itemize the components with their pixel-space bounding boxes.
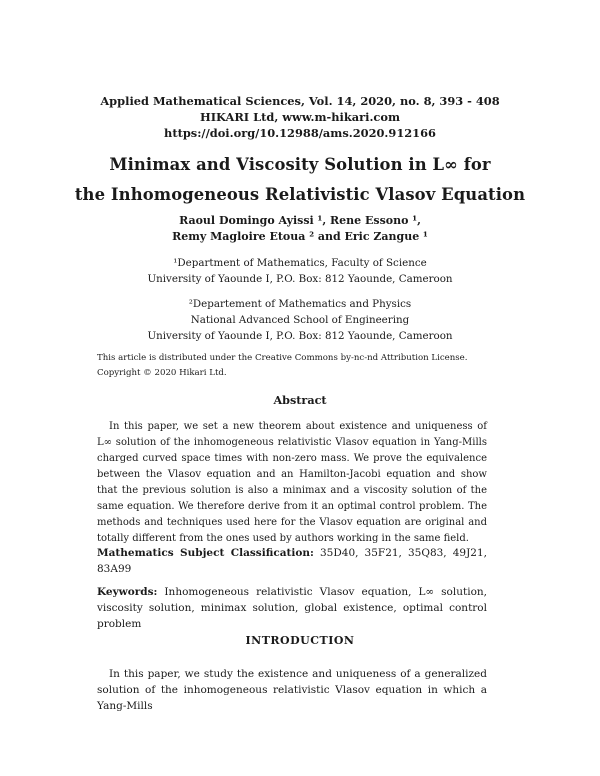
keywords-label: Keywords: <box>97 586 158 598</box>
paper-title <box>0 150 600 210</box>
affiliation-1 <box>0 255 600 287</box>
license-notice <box>97 351 517 381</box>
affiliation-2 <box>0 296 600 344</box>
license-line: This article is distributed under the Creative Commons by-nc-nd Attribution License. <box>97 353 468 363</box>
journal-citation: Applied Mathematical Sciences, Vol. 14, 2020, no. 8, 393 - 408 <box>100 94 500 108</box>
msc-label: Mathematics Subject Classification: <box>97 547 314 559</box>
keywords-section <box>97 584 487 632</box>
doi-link[interactable]: https://doi.org/10.12988/ams.2020.912166 <box>164 126 436 140</box>
abstract-text: In this paper, we set a new theorem about existence and uniqueness of L∞ solution of the inhomogeneous relativistic Vlasov equation in Yang-Mills charged curved space times with non-zero mass. We prove the equivalence between the Vlasov equation and an Hamilton-Jacobi equation and show that the previous solution is also a minimax and a viscosity solution of the same equation. We therefore derive from it an optimal control problem. The methods and techniques used here for the Vlasov equation are original and totally different from the ones used by authors working in the same field. <box>97 421 487 544</box>
introduction-body <box>97 666 487 714</box>
affiliation-2-line-1: ²Departement of Mathematics and Physics <box>188 298 412 310</box>
affiliation-1-line-1: ¹Department of Mathematics, Faculty of Science <box>173 257 427 269</box>
affiliation-2-line-3: University of Yaounde I, P.O. Box: 812 Yaounde, Cameroon <box>147 330 453 342</box>
title-line-1: Minimax and Viscosity Solution in L∞ for <box>109 155 491 174</box>
authors-line-2: Remy Magloire Etoua ² and Eric Zangue ¹ <box>172 230 428 243</box>
author-list <box>0 213 600 245</box>
introduction-heading: INTRODUCTION <box>245 634 355 647</box>
journal-header <box>0 93 600 141</box>
title-line-2: the Inhomogeneous Relativistic Vlasov Equation <box>74 185 526 204</box>
authors-line-1: Raoul Domingo Ayissi ¹, Rene Essono ¹, <box>179 214 421 227</box>
msc-section <box>97 545 487 577</box>
abstract-heading: Abstract <box>273 393 327 407</box>
copyright-line: Copyright © 2020 Hikari Ltd. <box>97 368 227 378</box>
affiliation-2-line-2: National Advanced School of Engineering <box>190 314 410 326</box>
introduction-text: In this paper, we study the existence and uniqueness of a generalized solution of the inhomogeneous relativistic Vlasov equation in which a Yang-Mills <box>97 668 487 712</box>
affiliation-1-line-2: University of Yaounde I, P.O. Box: 812 Yaounde, Cameroon <box>147 273 453 285</box>
abstract-body <box>97 419 487 547</box>
publisher-line: HIKARI Ltd, www.m-hikari.com <box>199 110 401 124</box>
keywords-list: Inhomogeneous relativistic Vlasov equation, L∞ solution, viscosity solution, minimax solution, global existence, optimal control problem <box>97 586 487 630</box>
msc-codes: 35D40, 35F21, 35Q83, 49J21, 83A99 <box>97 547 487 575</box>
